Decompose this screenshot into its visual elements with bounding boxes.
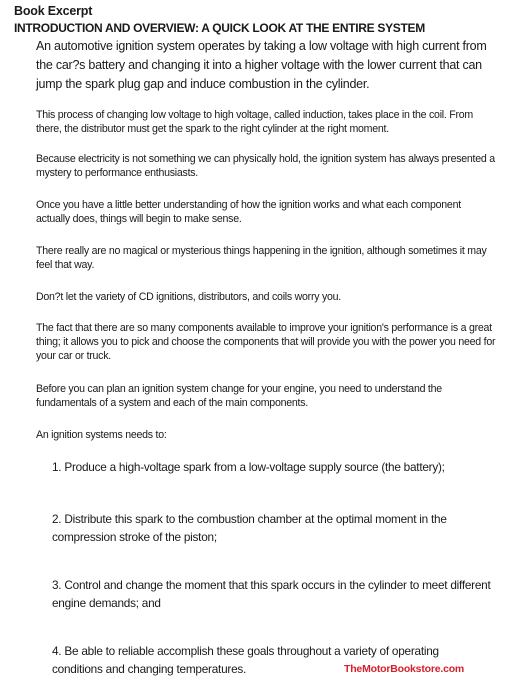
intro-paragraph: An automotive ignition system operates by taking a low voltage with high current from the car?s battery and changing it into a higher voltage with the lower current that can jump the spark plug gap and induce combustion in the cylinder.: [36, 39, 487, 91]
paragraph-induction: This process of changing low voltage to high voltage, called induction, takes place in the coil. From there, the distributor must get the spark to the right cylinder at the right moment.: [36, 109, 474, 135]
list-item-distribute-spark: 2. Distribute this spark to the combustion chamber at the optimal moment in the compression stroke of the piston;: [52, 512, 447, 544]
list-item-control-timing: 3. Control and change the moment that this spark occurs in the cylinder to meet different engine demands; and: [52, 578, 491, 610]
paragraph-variety: Don?t let the variety of CD ignitions, distributors, and coils worry you.: [36, 291, 341, 303]
excerpt-label: Book Excerpt: [14, 4, 93, 18]
paragraph-understanding: Once you have a little better understanding of how the ignition works and what each component actually does, things will begin to make sense.: [36, 199, 461, 225]
paragraph-needs: An ignition systems needs to:: [36, 429, 167, 441]
paragraph-fundamentals: Before you can plan an ignition system change for your engine, you need to understand the fundamentals of a system and each of the main components.: [36, 383, 442, 409]
paragraph-mystery: Because electricity is not something we can physically hold, the ignition system has always presented a mystery to performance enthusiasts.: [36, 153, 495, 179]
paragraph-no-magic: There really are no magical or mysterious things happening in the ignition, although sometimes it may feel that way.: [36, 245, 487, 271]
chapter-heading: INTRODUCTION AND OVERVIEW: A QUICK LOOK AT THE ENTIRE SYSTEM: [14, 21, 425, 35]
list-item-produce-spark: 1. Produce a high-voltage spark from a low-voltage supply source (the battery);: [52, 460, 445, 474]
footer-brand-link[interactable]: TheMotorBookstore.com: [344, 663, 465, 675]
paragraph-components: The fact that there are so many components available to improve your ignition's performance is a great thing; it allows you to pick and choose the components that will provide you with the power you need for your car or truck.: [36, 322, 496, 362]
list-item-reliability: 4. Be able to reliable accomplish these goals throughout a variety of operating conditions and changing temperatures.: [52, 644, 439, 676]
